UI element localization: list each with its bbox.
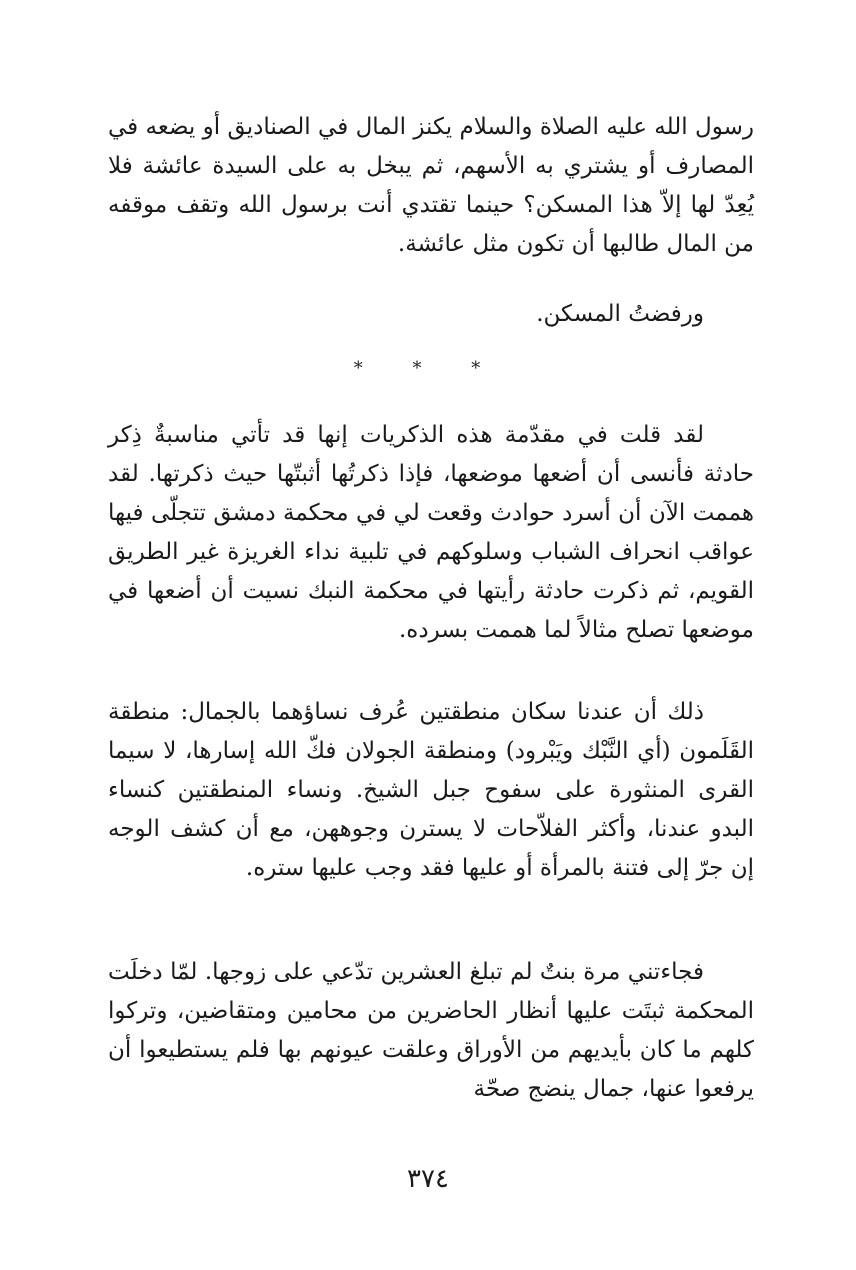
paragraph	[108, 953, 754, 1109]
paragraph-text: فجاءتني مرة بنتٌ لم تبلغ العشرين تدّعي على زوجها. لمّا دخلَت المحكمة ثبتَت عليها أنظار الحاضرين من محامين ومتقاضين، وتركوا كلهم ما كان بأيديهم من الأوراق وعلقت عيونهم بها فلم يستطيعوا أن يرفعوا عنها، جمال ينضج صحّة	[108, 959, 754, 1102]
paragraph	[108, 416, 754, 650]
paragraph	[108, 693, 754, 888]
page-number: ٣٧٤	[407, 1164, 449, 1194]
paragraph-continuation	[108, 108, 754, 264]
paragraph-text: لقد قلت في مقدّمة هذه الذكريات إنها قد تأتي مناسبةٌ ذِكر حادثة فأنسى أن أضعها موضعها، فإذا ذكرتُها أثبتّها حيث ذكرتها. لقد هممت الآن أن أسرد حوادث وقعت لي في محكمة دمشق تتجلّى فيها عواقب انحراف الشباب وسلوكهم في تلبية نداء الغريزة غير الطريق القويم، ثم ذكرت حادثة رأيتها في محكمة النبك نسيت أن أضعها في موضعها تصلح مثالاً لما هممت بسرده.	[108, 422, 754, 643]
paragraph-short	[108, 295, 754, 334]
paragraph-text: ذلك أن عندنا سكان منطقتين عُرف نساؤهما بالجمال: منطقة القَلَمون (أي النَّبْك ويَبْرود) ومنطقة الجولان فكّ الله إسارها، لا سيما القرى المنثورة على سفوح جبل الشيخ. ونساء المنطقتين كنساء البدو عندنا، وأكثر الفلاّحات لا يسترن وجوههن، مع أن كشف الوجه إن جرّ إلى فتنة بالمرأة أو عليها فقد وجب عليها ستره.	[108, 699, 754, 881]
paragraph-text: رسول الله عليه الصلاة والسلام يكنز المال في الصناديق أو يضعه في المصارف أو يشتري به الأسهم، ثم يبخل به على السيدة عائشة فلا يُعِدّ لها إلاّ هذا المسكن؟ حينما تقتدي أنت برسول الله وتقف موقفه من المال طالبها أن تكون مثل عائشة.	[108, 114, 754, 257]
section-separator: * * *	[353, 358, 503, 379]
paragraph-text: ورفضتُ المسكن.	[536, 301, 704, 327]
